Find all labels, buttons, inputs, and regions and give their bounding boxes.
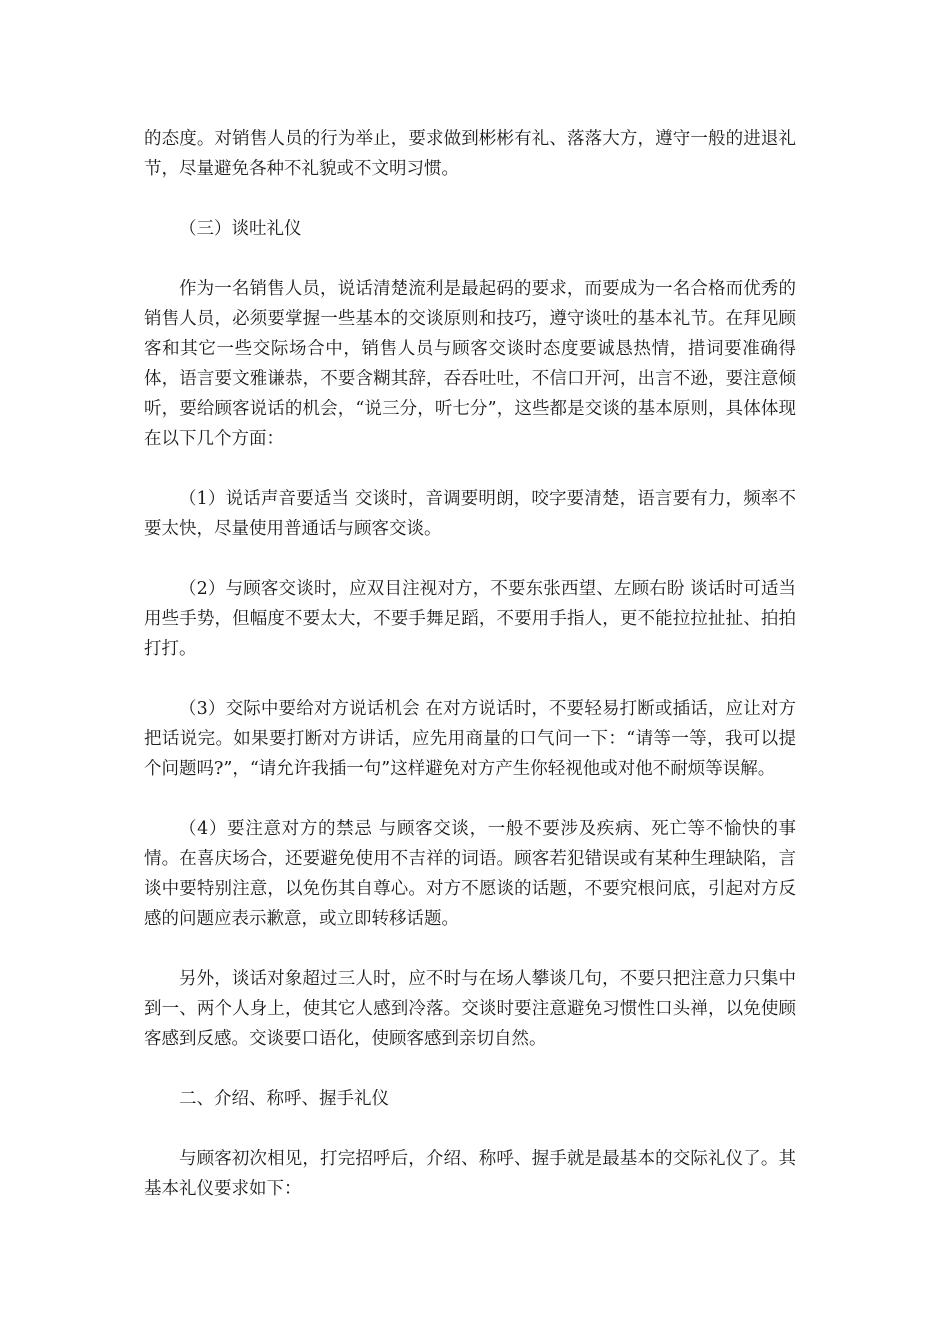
paragraph-item-1: （1）说话声音要适当 交谈时，音调要明朗，咬字要清楚，语言要有力，频率不要太快，尽量使用普通话与顾客交谈。 — [144, 489, 796, 539]
paragraph-item-2: （2）与顾客交谈时，应双目注视对方，不要东张西望、左顾右盼 谈话时可适当用些手势，但幅度不要太大，不要手舞足蹈，不要用手指人，更不能拉拉扯扯、拍拍打打。 — [144, 579, 796, 659]
section-heading-speech-etiquette: （三）谈吐礼仪 — [179, 219, 302, 239]
document-page — [144, 124, 796, 1234]
paragraph-continuation: 的态度。对销售人员的行为举止，要求做到彬彬有礼、落落大方，遵守一般的进退礼节，尽量避免各种不礼貌或不文明习惯。 — [144, 129, 796, 179]
paragraph-item-3: （3）交际中要给对方说话机会 在对方说话时，不要轻易打断或插话，应让对方把话说完。如果要打断对方讲话，应先用商量的口气问一下：“请等一等，我可以提个问题吗?”，“请允许我插一句”这样避免对方产生你轻视他或对他不耐烦等误解。 — [144, 699, 796, 779]
paragraph-speech-intro: 作为一名销售人员，说话清楚流利是最起码的要求，而要成为一名合格而优秀的销售人员，必须要掌握一些基本的交谈原则和技巧，遵守谈吐的基本礼节。在拜见顾客和其它一些交际场合中，销售人员与顾客交谈时态度要诚恳热情，措词要准确得体，语言要文雅谦恭，不要含糊其辞，吞吞吐吐，不信口开河，出言不逊，要注意倾听，要给顾客说话的机会，“说三分，听七分”，这些都是交谈的基本原则，具体体现在以下几个方面： — [144, 279, 796, 449]
paragraph-additional: 另外，谈话对象超过三人时，应不时与在场人攀谈几句，不要只把注意力只集中到一、两个人身上，使其它人感到冷落。交谈时要注意避免习惯性口头禅，以免使顾客感到反感。交谈要口语化，使顾客感到亲切自然。 — [144, 969, 796, 1049]
section-heading-introduction-etiquette: 二、介绍、称呼、握手礼仪 — [179, 1089, 389, 1109]
paragraph-item-4: （4）要注意对方的禁忌 与顾客交谈，一般不要涉及疾病、死亡等不愉快的事情。在喜庆场合，还要避免使用不吉祥的词语。顾客若犯错误或有某种生理缺陷，言谈中要特别注意，以免伤其自尊心。对方不愿谈的话题，不要究根问底，引起对方反感的问题应表示歉意，或立即转移话题。 — [144, 819, 796, 929]
paragraph-introduction: 与顾客初次相见，打完招呼后，介绍、称呼、握手就是最基本的交际礼仪了。其基本礼仪要求如下： — [144, 1149, 796, 1199]
